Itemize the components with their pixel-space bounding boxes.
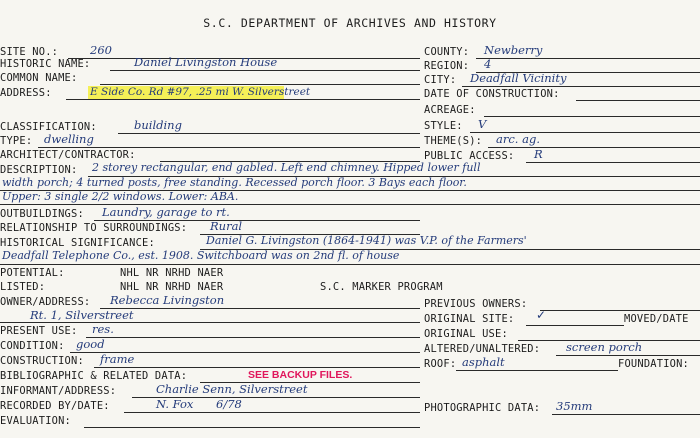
photographic-data-line	[552, 414, 700, 415]
county-line	[476, 58, 700, 59]
classification-value: building	[134, 118, 182, 132]
type-value: dwelling	[44, 132, 94, 146]
roof-value: asphalt	[462, 355, 505, 369]
themes-line	[488, 147, 700, 148]
recorded-date-value: 6/78	[216, 397, 242, 411]
public-access-value: R	[534, 147, 543, 161]
recorded-by-value: N. Fox	[156, 397, 194, 411]
bibliographic-value: SEE BACKUP FILES.	[248, 369, 353, 381]
common-name-line	[100, 84, 420, 85]
description-line-3: Upper: 3 single 2/2 windows. Lower: ABA.	[2, 190, 239, 203]
acreage-line	[484, 116, 700, 117]
classification-line	[118, 133, 420, 134]
address-label: ADDRESS:	[0, 87, 52, 99]
condition-value: good	[76, 337, 105, 351]
type-line	[38, 147, 420, 148]
owner-value-2: Rt. 1, Silverstreet	[30, 308, 134, 322]
present-use-line	[86, 337, 420, 338]
altered-label: ALTERED/UNALTERED:	[424, 343, 541, 355]
description-line-2: width porch; 4 turned posts, free standing. Recessed porch floor. 3 Bays each floor.	[2, 176, 467, 189]
type-label: TYPE:	[0, 135, 33, 147]
potential-label: POTENTIAL:	[0, 267, 65, 279]
style-label: STYLE:	[424, 120, 463, 132]
bibliographic-label: BIBLIOGRAPHIC & RELATED DATA:	[0, 370, 188, 382]
region-value: 4	[484, 57, 492, 71]
relationship-value: Rural	[210, 219, 243, 233]
evaluation-label: EVALUATION:	[0, 415, 72, 427]
style-value: V	[478, 117, 487, 131]
construction-label: CONSTRUCTION:	[0, 355, 84, 367]
owner-line-2	[0, 322, 420, 323]
roof-line	[456, 370, 618, 371]
outbuildings-value: Laundry, garage to rt.	[102, 205, 230, 219]
original-site-label: ORIGINAL SITE:	[424, 313, 515, 325]
photographic-data-label: PHOTOGRAPHIC DATA:	[424, 402, 541, 414]
city-line	[462, 86, 700, 87]
listed-label: LISTED:	[0, 281, 46, 293]
region-label: REGION:	[424, 60, 470, 72]
classification-label: CLASSIFICATION:	[0, 121, 97, 133]
date-of-construction-line	[576, 100, 700, 101]
listed-ratings: NHL NR NRHD NAER	[120, 281, 224, 293]
address-value: E Side Co. Rd #97, .25 mi W. Silverstreet	[90, 86, 311, 98]
site-no-value: 260	[90, 43, 112, 57]
county-label: COUNTY:	[424, 46, 470, 58]
condition-label: CONDITION:	[0, 340, 65, 352]
historical-rule-2	[0, 264, 700, 265]
county-value: Newberry	[484, 43, 543, 57]
photographic-data-value: 35mm	[556, 399, 593, 413]
previous-owners-label: PREVIOUS OWNERS:	[424, 298, 528, 310]
owner-line-1	[100, 308, 420, 309]
outbuildings-line	[94, 220, 420, 221]
architect-label: ARCHITECT/CONTRACTOR:	[0, 149, 136, 161]
previous-owners-line	[540, 310, 700, 311]
potential-ratings: NHL NR NRHD NAER	[120, 267, 224, 279]
themes-label: THEME(S):	[424, 135, 483, 147]
description-label: DESCRIPTION:	[0, 164, 78, 176]
historical-significance-line-2: Deadfall Telephone Co., est. 1908. Switchboard was on 2nd fl. of house	[2, 249, 400, 262]
informant-label: INFORMANT/ADDRESS:	[0, 385, 117, 397]
historic-name-value: Daniel Livingston House	[134, 55, 278, 69]
construction-line	[94, 367, 420, 368]
description-line-1: 2 storey rectangular, end gabled. Left end chimney. Hipped lower full	[92, 161, 481, 174]
roof-label: ROOF:	[424, 358, 457, 370]
historical-significance-line-1: Daniel G. Livingston (1864-1941) was V.P. of the Farmers'	[206, 234, 527, 247]
themes-value: arc. ag.	[496, 132, 540, 146]
marker-program-label: S.C. MARKER PROGRAM	[320, 281, 443, 293]
informant-value: Charlie Senn, Silverstreet	[156, 382, 308, 396]
relationship-label: RELATIONSHIP TO SURROUNDINGS:	[0, 222, 188, 234]
present-use-value: res.	[92, 322, 114, 336]
common-name-label: COMMON NAME:	[0, 72, 78, 84]
owner-value-1: Rebecca Livingston	[110, 293, 225, 307]
site-no-label: SITE NO.:	[0, 46, 59, 58]
city-label: CITY:	[424, 74, 457, 86]
evaluation-line	[84, 427, 420, 428]
outbuildings-label: OUTBUILDINGS:	[0, 208, 84, 220]
original-site-line	[526, 325, 624, 326]
department-header: S.C. DEPARTMENT OF ARCHIVES AND HISTORY	[203, 16, 497, 30]
altered-value: screen porch	[566, 340, 643, 354]
acreage-label: ACREAGE:	[424, 104, 476, 116]
owner-label: OWNER/ADDRESS:	[0, 296, 91, 308]
historic-name-label: HISTORIC NAME:	[0, 58, 91, 70]
historic-name-line	[110, 70, 420, 71]
moved-date-label: MOVED/DATE	[624, 313, 689, 325]
public-access-line	[526, 162, 700, 163]
public-access-label: PUBLIC ACCESS:	[424, 150, 515, 162]
original-site-check: ✓	[536, 308, 547, 322]
present-use-label: PRESENT USE:	[0, 325, 78, 337]
historical-significance-label: HISTORICAL SIGNIFICANCE:	[0, 237, 155, 249]
address-line	[66, 99, 420, 100]
altered-line	[556, 355, 700, 356]
construction-value: frame	[100, 352, 135, 366]
date-of-construction-label: DATE OF CONSTRUCTION:	[424, 88, 560, 100]
foundation-label: FOUNDATION:	[618, 358, 690, 370]
city-value: Deadfall Vicinity	[470, 71, 567, 85]
original-use-label: ORIGINAL USE:	[424, 328, 508, 340]
recorded-by-line	[124, 412, 420, 413]
recorded-by-label: RECORDED BY/DATE:	[0, 400, 110, 412]
